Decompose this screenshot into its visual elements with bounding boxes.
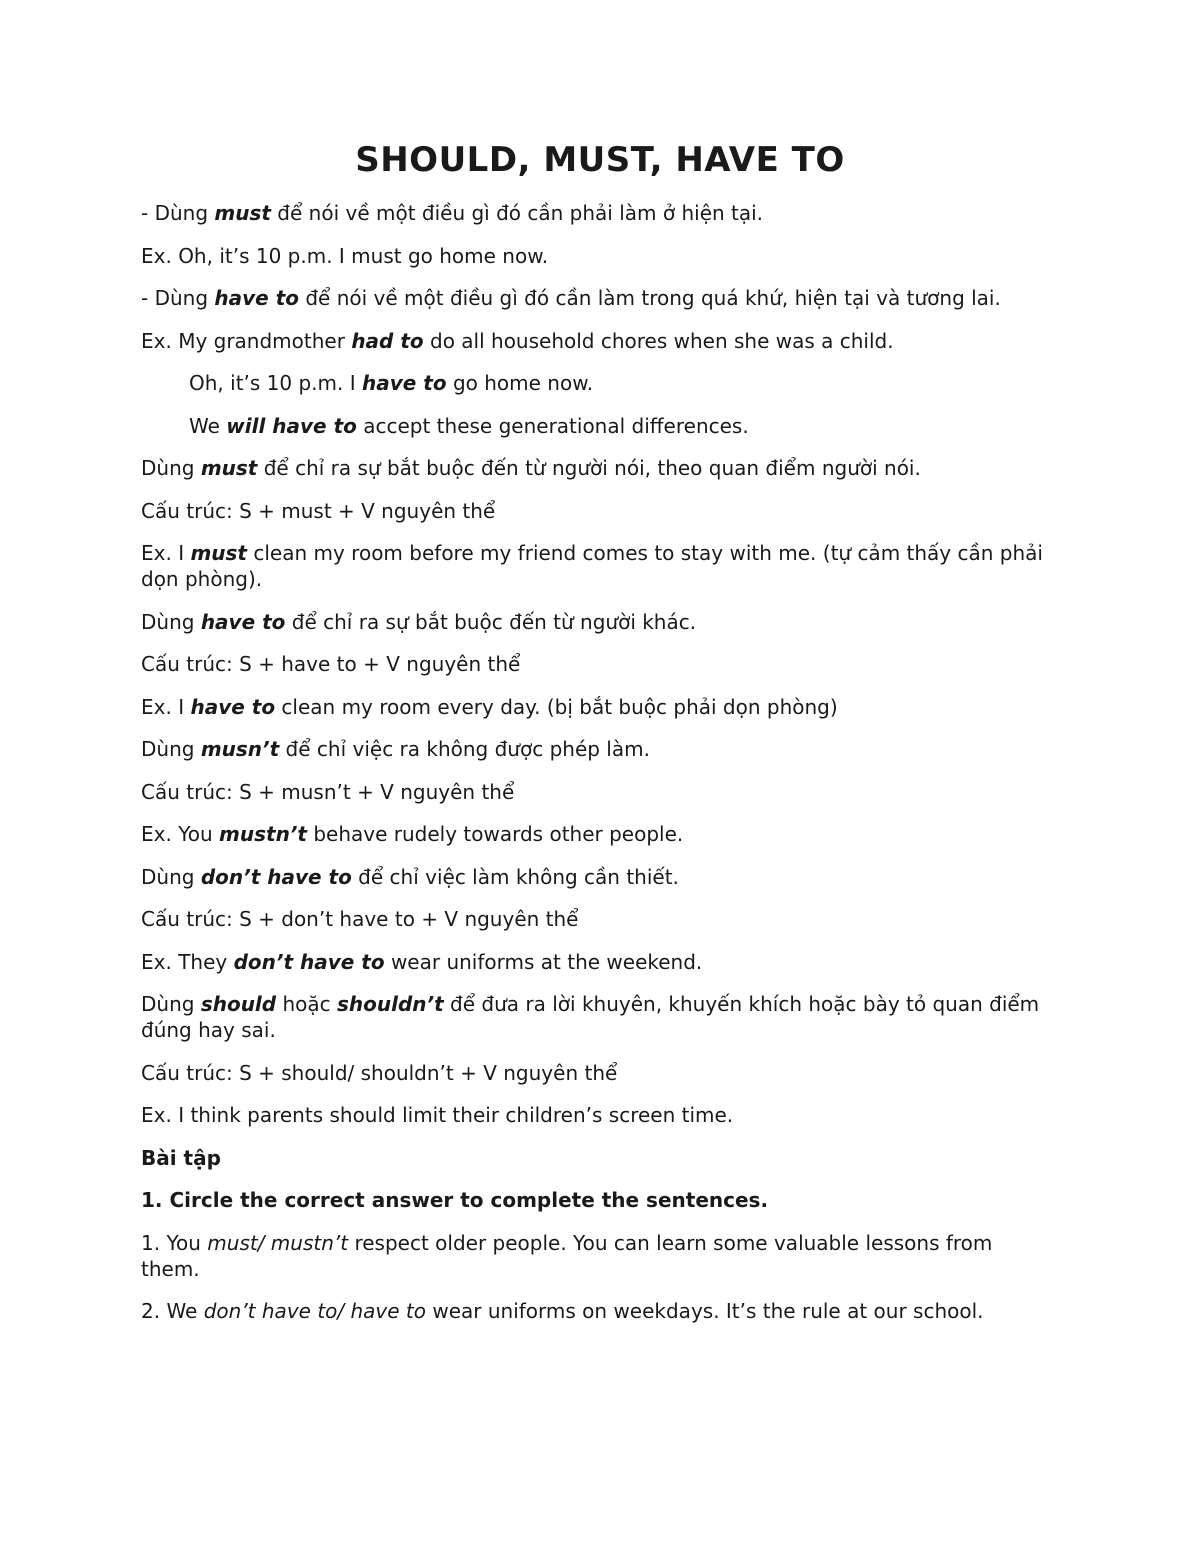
keyword: will have to	[226, 413, 357, 438]
example-line: Oh, it’s 10 p.m. I have to go home now.	[189, 371, 594, 395]
exercise-item: 2. We don’t have to/ have to wear uniforms on weekdays. It’s the rule at our school.	[141, 1299, 984, 1323]
example-line: We will have to accept these generational differences.	[189, 413, 749, 438]
rule-line: Dùng must để chỉ ra sự bắt buộc đến từ người nói, theo quan điểm người nói.	[141, 456, 921, 480]
keyword: musn’t	[200, 737, 280, 761]
keyword: shouldn’t	[337, 992, 444, 1016]
structure-line: Cấu trúc: S + have to + V nguyên thể	[141, 652, 521, 676]
rule-line: Dùng have to để chỉ ra sự bắt buộc đến từ người khác.	[141, 609, 697, 634]
rule-line: Dùng musn’t để chỉ việc ra không được phép làm.	[141, 737, 650, 761]
keyword: must	[200, 456, 258, 480]
example-line: Ex. I have to clean my room every day. (bị bắt buộc phải dọn phòng)	[141, 694, 838, 719]
answer-options: don’t have to/ have to	[203, 1299, 426, 1323]
rule-must-present: - Dùng must để nói về một điều gì đó cần phải làm ở hiện tại.	[141, 201, 764, 225]
exercise-instruction: 1. Circle the correct answer to complete the sentences.	[141, 1188, 769, 1212]
keyword: had to	[351, 328, 424, 353]
keyword: have to	[200, 609, 286, 634]
keyword: should	[200, 992, 277, 1016]
rule-line: Dùng should hoặc shouldn’t để đưa ra lời khuyên, khuyến khích hoặc bày tỏ quan điểm đúng hay sai.	[141, 992, 1040, 1042]
document-body	[141, 200, 1051, 1341]
keyword: have to	[361, 371, 447, 395]
keyword: have to	[190, 694, 276, 719]
answer-options: must/ mustn’t	[207, 1230, 349, 1255]
keyword: must	[190, 541, 247, 565]
keyword: must	[214, 201, 271, 225]
example-line: Ex. I think parents should limit their children’s screen time.	[141, 1103, 734, 1127]
rule-line: Dùng don’t have to để chỉ việc làm không cần thiết.	[141, 864, 679, 889]
example-line: Ex. You mustn’t behave rudely towards other people.	[141, 822, 684, 846]
keyword: don’t have to	[233, 949, 385, 974]
example-line: Ex. My grandmother had to do all household chores when she was a child.	[141, 328, 894, 353]
keyword: don’t have to	[200, 864, 352, 889]
keyword: mustn’t	[219, 822, 307, 846]
example-line: Ex. Oh, it’s 10 p.m. I must go home now.	[141, 243, 549, 268]
exercise-item: 1. You must/ mustn’t respect older people. You can learn some valuable lessons from them.	[141, 1230, 993, 1281]
structure-line: Cấu trúc: S + don’t have to + V nguyên thể	[141, 907, 579, 931]
structure-line: Cấu trúc: S + musn’t + V nguyên thể	[141, 779, 515, 804]
page-title: SHOULD, MUST, HAVE TO	[355, 140, 845, 180]
rule-have-to: - Dùng have to để nói về một điều gì đó cần làm trong quá khứ, hiện tại và tương lai.	[141, 286, 1001, 310]
section-heading: Bài tập	[141, 1145, 221, 1170]
keyword: have to	[214, 286, 299, 310]
example-line: Ex. I must clean my room before my friend comes to stay with me. (tự cảm thấy cần phải dọn phòng).	[141, 541, 1043, 591]
structure-line: Cấu trúc: S + must + V nguyên thể	[141, 498, 496, 523]
example-line: Ex. They don’t have to wear uniforms at the weekend.	[141, 949, 703, 974]
structure-line: Cấu trúc: S + should/ shouldn’t + V nguyên thể	[141, 1060, 618, 1085]
